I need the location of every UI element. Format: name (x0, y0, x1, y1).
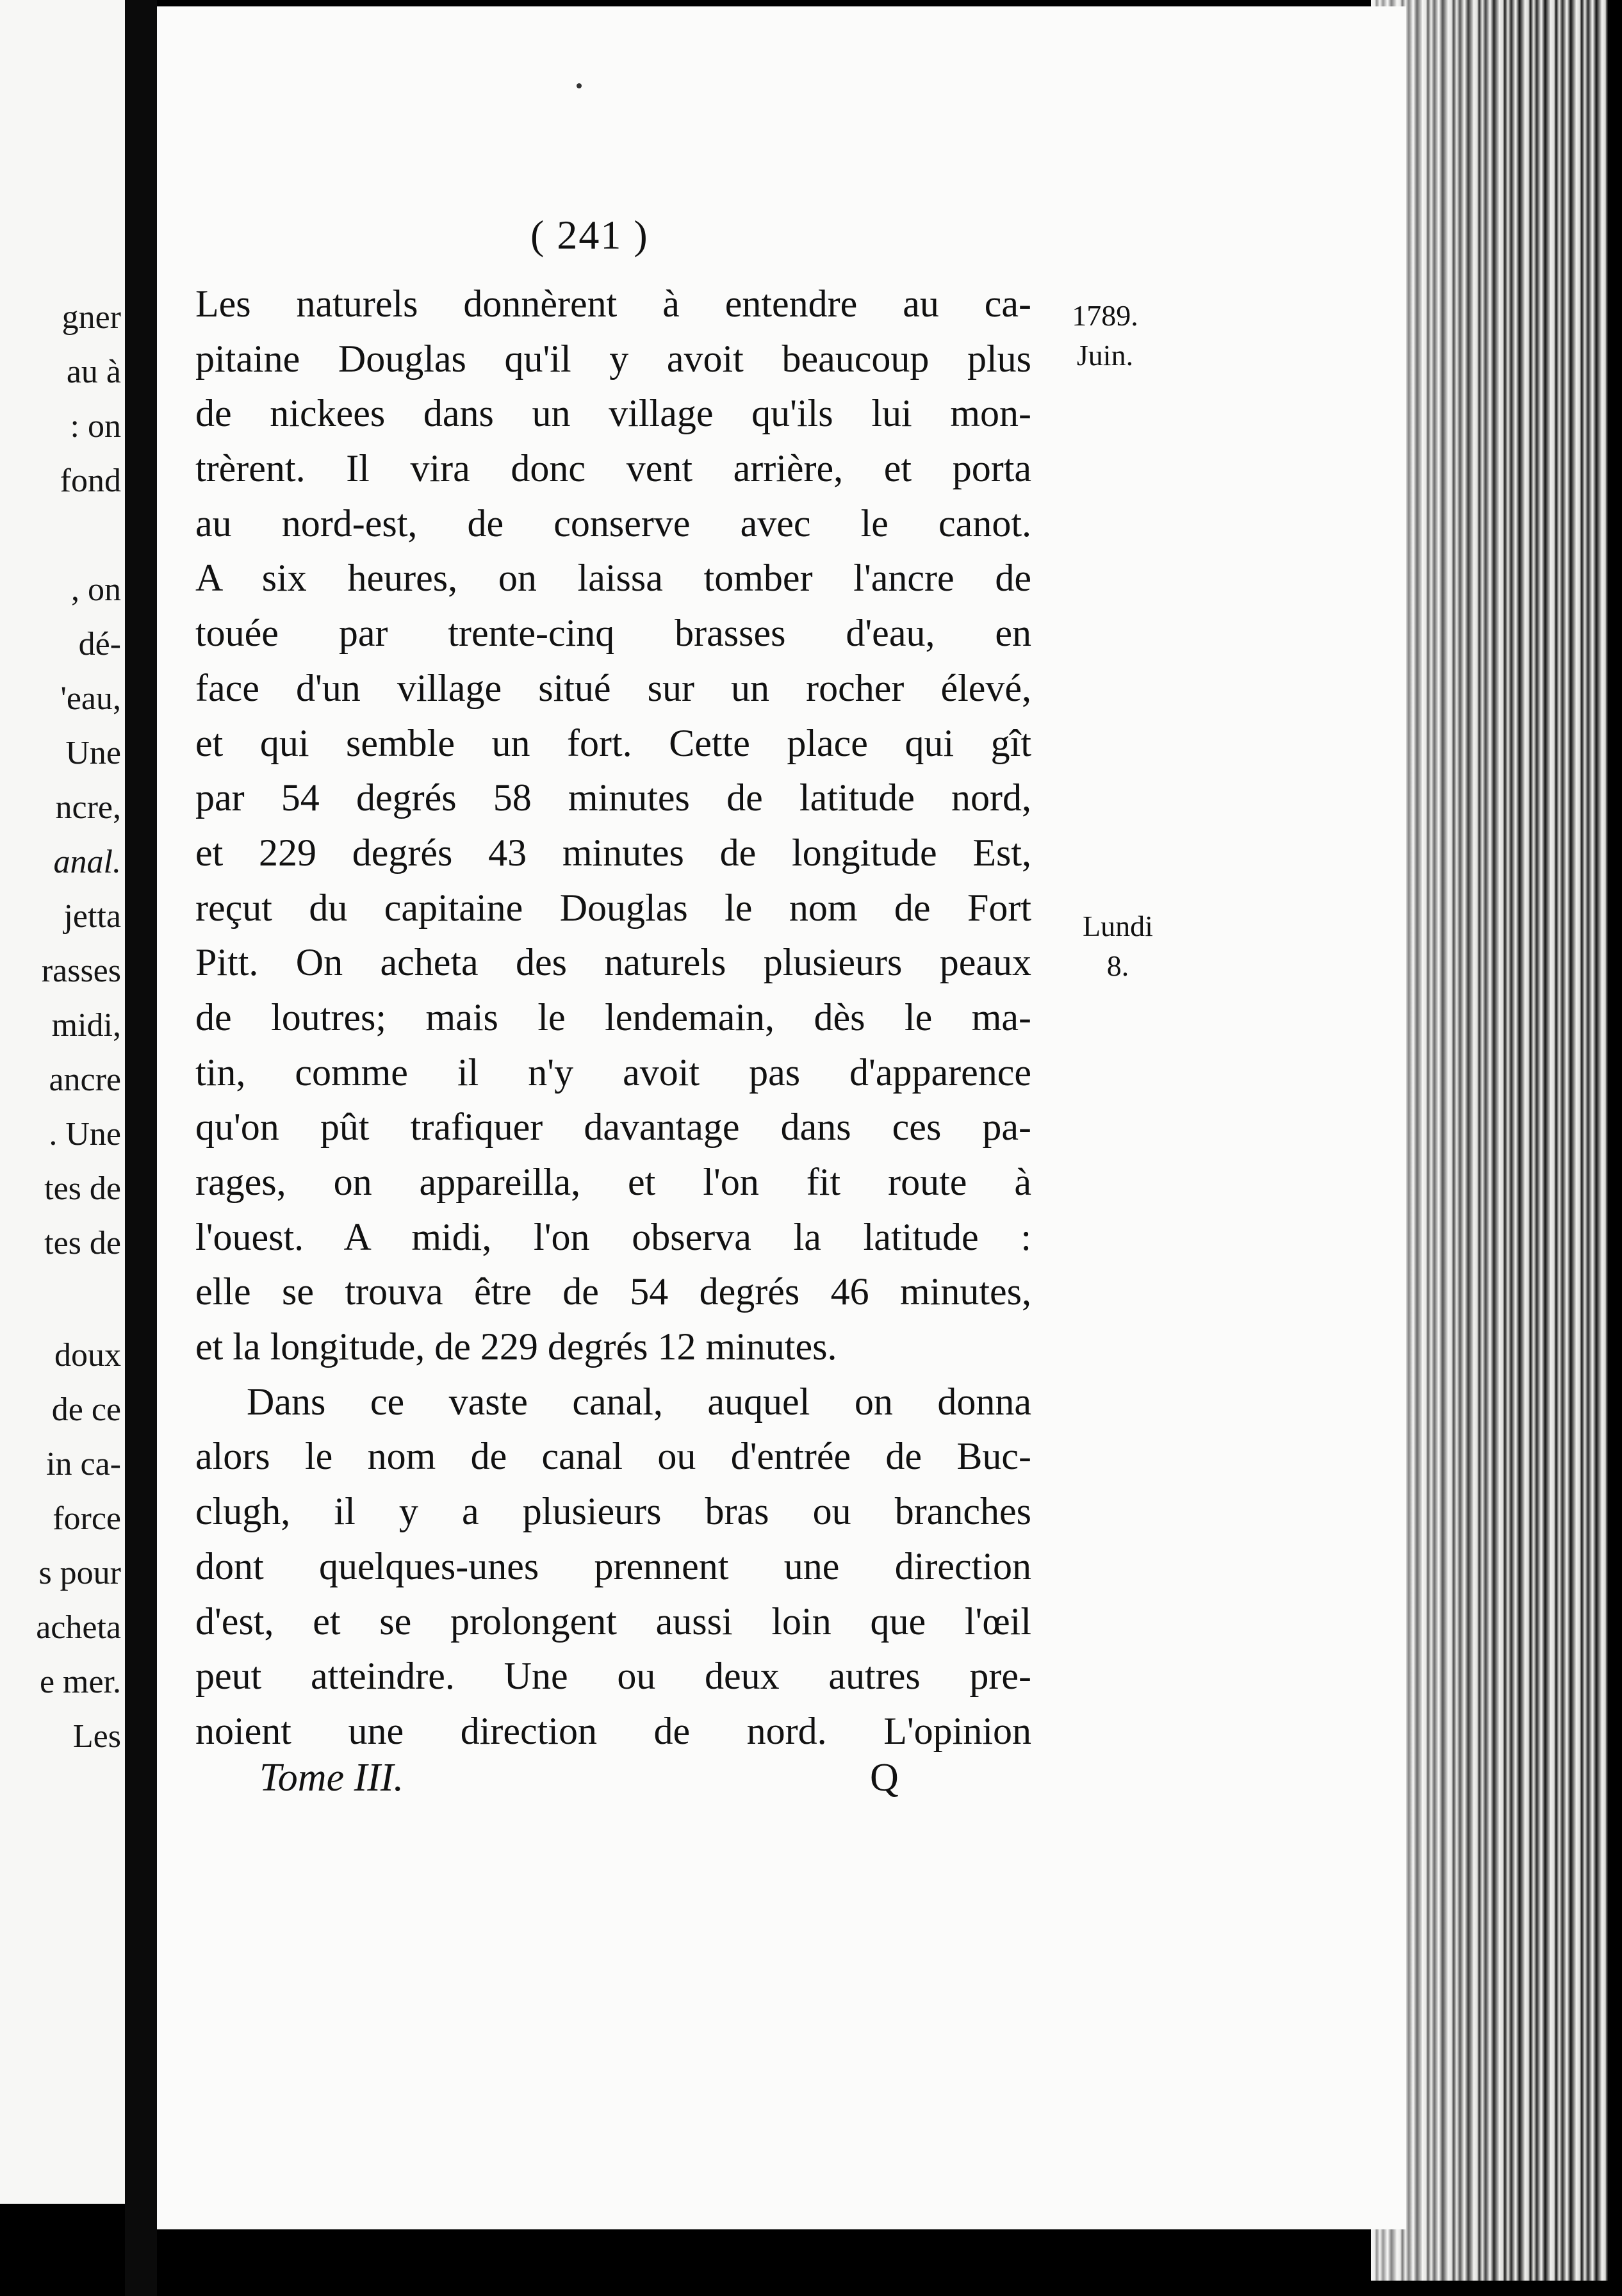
text-line: l'ouest. A midi, l'on observa la latitude : (195, 1215, 1031, 1258)
left-page-line: au à (66, 354, 121, 390)
left-page-line: 'eau, (60, 680, 121, 717)
page-edges-shade (1371, 0, 1608, 2281)
left-page-line: tes de (44, 1170, 121, 1207)
text-line: et qui semble un fort. Cette place qui gît (195, 721, 1031, 764)
left-page-line: tes de (44, 1225, 121, 1261)
margin-date-note (1063, 906, 1172, 986)
text-line: de loutres; mais le lendemain, dès le ma- (195, 996, 1031, 1038)
text-line: par 54 degrés 58 minutes de latitude nord, (195, 776, 1031, 819)
text-line: Dans ce vaste canal, auquel on donna (247, 1380, 1031, 1423)
left-page-line: gner (61, 299, 121, 336)
left-page-line: ancre (49, 1062, 121, 1098)
volume-footer: Tome III. (259, 1756, 404, 1800)
book-gutter (125, 0, 157, 2296)
left-page-line: Une (65, 735, 121, 771)
text-line: et la longitude, de 229 degrés 12 minutes. (195, 1325, 837, 1368)
left-page-line: midi, (51, 1007, 121, 1044)
text-line: alors le nom de canal ou d'entrée de Buc- (195, 1435, 1031, 1478)
text-line: Les naturels donnèrent à entendre au ca- (195, 283, 1031, 325)
text-line: et 229 degrés 43 minutes de longitude Est, (195, 831, 1031, 874)
body-text (195, 277, 1031, 1759)
signature-mark: Q (870, 1756, 899, 1800)
left-page-line: acheta (36, 1609, 121, 1646)
text-line: tin, comme il n'y avoit pas d'apparence (195, 1051, 1031, 1094)
left-page-line: ncre, (55, 789, 121, 826)
left-page-line: , on (71, 571, 121, 608)
left-page-line: fond (60, 463, 121, 499)
margin-note-line: 1789. (1072, 299, 1138, 332)
text-line: de nickees dans un village qu'ils lui mon- (195, 392, 1031, 435)
text-line: A six heures, on laissa tomber l'ancre de (195, 557, 1031, 600)
left-page-line: jetta (63, 898, 121, 935)
text-line: pitaine Douglas qu'il y avoit beaucoup plus (195, 337, 1031, 380)
text-line: rages, on appareilla, et l'on fit route à (195, 1161, 1031, 1203)
left-page-line: dé- (78, 626, 121, 662)
text-line: dont quelques-unes prennent une direction (195, 1545, 1031, 1587)
paper-speck (577, 83, 582, 88)
text-line: face d'un village situé sur un rocher élevé, (195, 666, 1031, 709)
left-page-line: in ca- (46, 1446, 121, 1482)
text-line: reçut du capitaine Douglas le nom de Fort (195, 886, 1031, 929)
left-page-line: doux (54, 1337, 121, 1374)
text-line: qu'on pût trafiquer davantage dans ces pa- (195, 1106, 1031, 1149)
text-line: Pitt. On acheta des naturels plusieurs peaux (195, 941, 1031, 984)
margin-note-line: Juin. (1076, 339, 1134, 372)
left-page-line: Les (72, 1718, 121, 1755)
left-page-line: : on (70, 408, 121, 445)
text-line: trèrent. Il vira donc vent arrière, et porta (195, 447, 1031, 490)
text-line: peut atteindre. Une ou deux autres pre- (195, 1655, 1031, 1698)
left-page-line: . Une (49, 1116, 121, 1152)
margin-date-note (1051, 296, 1159, 375)
left-page-line: anal. (53, 844, 121, 880)
page-number: ( 241 ) (530, 212, 649, 258)
left-page-line: rasses (41, 953, 121, 989)
text-line: d'est, et se prolongent aussi loin que l'œil (195, 1600, 1031, 1643)
left-page-line: force (53, 1500, 121, 1537)
left-page-fragment (0, 0, 125, 2204)
text-line: elle se trouva être de 54 degrés 46 minutes, (195, 1270, 1031, 1313)
margin-note-line: Lundi (1083, 910, 1153, 942)
margin-note-line: 8. (1106, 949, 1129, 982)
left-page-line: s pour (38, 1555, 121, 1591)
text-line: touée par trente-cinq brasses d'eau, en (195, 612, 1031, 655)
text-line: clugh, il y a plusieurs bras ou branches (195, 1490, 1031, 1533)
left-page-line: de ce (51, 1391, 121, 1428)
text-line: au nord-est, de conserve avec le canot. (195, 502, 1031, 545)
text-line: noient une direction de nord. L'opinion (195, 1709, 1031, 1752)
left-page-line: e mer. (39, 1664, 121, 1700)
